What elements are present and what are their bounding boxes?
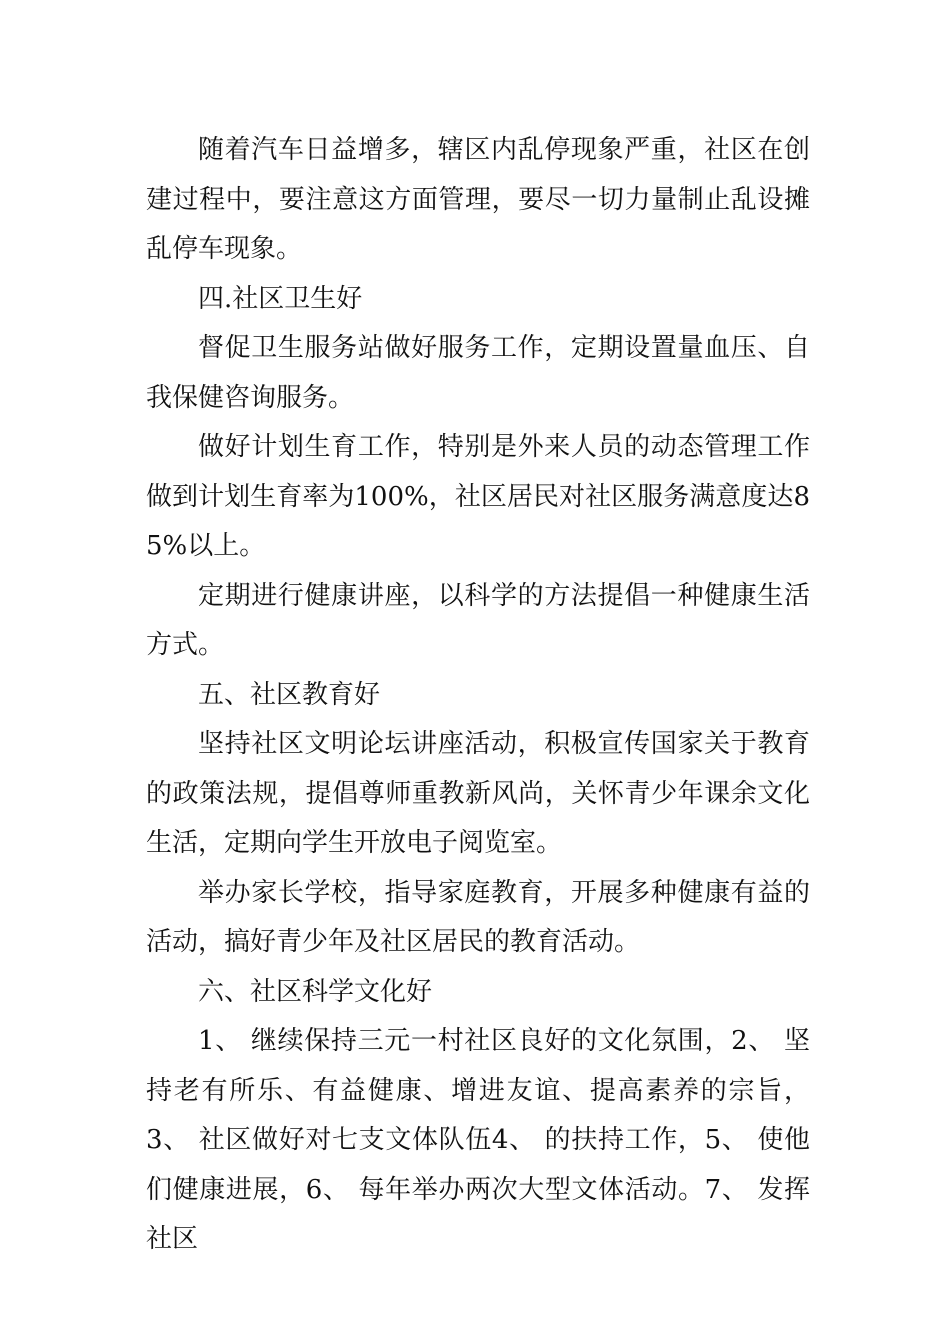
document-body xyxy=(146,126,810,1265)
paragraph-family-planning: 做好计划生育工作，特别是外来人员的动态管理工作做到计划生育率为100%，社区居民对社区服务满意度达85%以上。 xyxy=(146,432,810,561)
section-heading-health: 四.社区卫生好 xyxy=(198,283,363,314)
section-heading-culture: 六、社区科学文化好 xyxy=(198,976,433,1007)
paragraph-parent-school: 举办家长学校，指导家庭教育，开展多种健康有益的活动，搞好青少年及社区居民的教育活动。 xyxy=(146,877,810,957)
paragraph-culture-list: 1、 继续保持三元一村社区良好的文化氛围，2、 坚持老有所乐、有益健康、增进友谊、提高素养的宗旨，3、 社区做好对七支文体队伍4、 的扶持工作，5、 使他们健康进展，6、 每年举办两次大型文体活动。7、 发挥社区 xyxy=(146,1026,810,1254)
paragraph-civic-forum: 坚持社区文明论坛讲座活动，积极宣传国家关于教育的政策法规，提倡尊师重教新风尚，关怀青少年课余文化生活，定期向学生开放电子阅览室。 xyxy=(146,729,810,858)
section-heading-education: 五、社区教育好 xyxy=(198,679,381,710)
paragraph-parking: 随着汽车日益增多，辖区内乱停现象严重，社区在创建过程中，要注意这方面管理，要尽一切力量制止乱设摊乱停车现象。 xyxy=(146,135,810,264)
paragraph-health-station: 督促卫生服务站做好服务工作，定期设置量血压、自我保健咨询服务。 xyxy=(146,333,810,413)
paragraph-health-lectures: 定期进行健康讲座，以科学的方法提倡一种健康生活方式。 xyxy=(146,580,810,660)
